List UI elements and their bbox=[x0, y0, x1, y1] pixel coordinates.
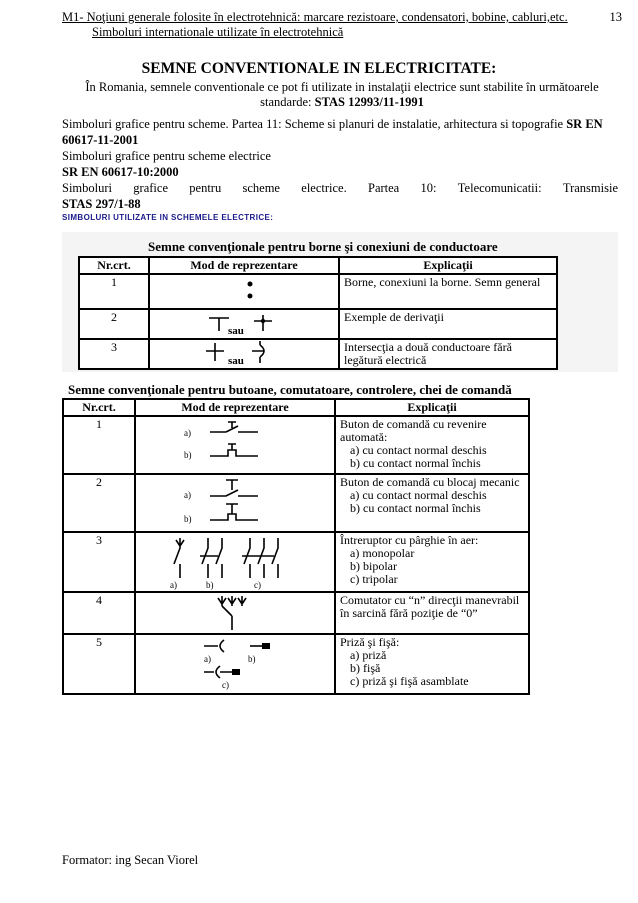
page-header bbox=[62, 10, 622, 40]
row-title: Priză şi fişă: bbox=[340, 635, 400, 649]
variant-label: c) bbox=[254, 580, 261, 590]
row-item: a) cu contact normal deschis bbox=[350, 443, 487, 457]
row-number: 2 bbox=[79, 309, 149, 339]
header-line1: M1- Noţiuni generale folosite în electrotehnică: marcare rezistoare, condensatori, bobine, cabluri,etc. bbox=[62, 10, 568, 24]
row-explanation: Exemple de derivaţii bbox=[339, 309, 557, 339]
row-number: 3 bbox=[63, 532, 135, 592]
terminal-dots-icon bbox=[154, 276, 326, 306]
standards-list bbox=[62, 116, 618, 212]
row-number: 5 bbox=[63, 634, 135, 694]
table-row bbox=[79, 339, 557, 369]
standard-3-code: STAS 297/1-88 bbox=[62, 197, 141, 211]
crossing-symbol bbox=[149, 339, 339, 369]
table1 bbox=[78, 256, 558, 370]
row-item: c) priză şi fişă asamblate bbox=[350, 674, 469, 688]
row-number: 3 bbox=[79, 339, 149, 369]
p3-word: 10: bbox=[420, 181, 437, 195]
header-line2: Simboluri internationale utilizate în electrotehnică bbox=[92, 25, 344, 39]
variant-label: a) bbox=[204, 654, 211, 664]
row-number: 4 bbox=[63, 592, 135, 634]
variant-label: a) bbox=[184, 428, 191, 438]
row-item: b) cu contact normal închis bbox=[350, 456, 481, 470]
variant-label: b) bbox=[184, 514, 192, 524]
p3-word: electrice. bbox=[301, 181, 347, 195]
pushbutton-symbol bbox=[135, 416, 335, 474]
table-row bbox=[63, 532, 529, 592]
or-label: sau bbox=[228, 355, 244, 367]
row-number: 2 bbox=[63, 474, 135, 532]
row-explanation: Intersecţia a două conductoare fără legătură electrică bbox=[339, 339, 557, 369]
variant-label: a) bbox=[170, 580, 177, 590]
row-item: a) priză bbox=[350, 648, 387, 662]
row-title: Buton de comandă cu blocaj mecanic bbox=[340, 475, 520, 489]
socket-plug-icon bbox=[140, 636, 322, 692]
section-heading: SIMBOLURI UTILIZATE IN SCHEMELE ELECTRICE: bbox=[62, 213, 274, 222]
page-footer: Formator: ing Secan Viorel bbox=[62, 853, 199, 867]
intro-paragraph bbox=[62, 80, 622, 110]
table-row bbox=[79, 309, 557, 339]
or-label: sau bbox=[228, 325, 244, 337]
table-row bbox=[63, 474, 529, 532]
row-item: b) bipolar bbox=[350, 559, 397, 573]
p3-word: Simboluri bbox=[62, 181, 113, 195]
variant-label: b) bbox=[184, 450, 192, 460]
row-number: 1 bbox=[63, 416, 135, 474]
row-item: a) cu contact normal deschis bbox=[350, 488, 487, 502]
row-explanation bbox=[335, 416, 529, 474]
row-explanation bbox=[335, 634, 529, 694]
selector-switch-symbol bbox=[135, 592, 335, 634]
row-item: b) fişă bbox=[350, 661, 381, 675]
row-item: a) monopolar bbox=[350, 546, 415, 560]
table2-header-explanation: Explicaţii bbox=[335, 399, 529, 416]
p3-word: Transmisie bbox=[562, 181, 618, 195]
table2-scan bbox=[62, 382, 532, 698]
table1-header-representation: Mod de reprezentare bbox=[149, 257, 339, 274]
row-item: b) cu contact normal închis bbox=[350, 501, 481, 515]
lever-switch-icon bbox=[140, 534, 322, 590]
table-row bbox=[63, 416, 529, 474]
standard-2-text: Simboluri grafice pentru scheme electrice bbox=[62, 149, 271, 163]
table2-header-nr: Nr.crt. bbox=[63, 399, 135, 416]
row-title: Buton de comandă cu revenire automată: bbox=[340, 417, 487, 444]
p3-word: Partea bbox=[368, 181, 400, 195]
row-number: 1 bbox=[79, 274, 149, 309]
row-explanation: Borne, conexiuni la borne. Semn general bbox=[339, 274, 557, 309]
variant-label: b) bbox=[206, 580, 214, 590]
standard-2-code: SR EN 60617-10:2000 bbox=[62, 165, 179, 179]
variant-label: c) bbox=[222, 680, 229, 690]
variant-label: a) bbox=[184, 490, 191, 500]
standard-1-text: Simboluri grafice pentru scheme. Partea 11: Scheme si planuri de instalatie, arhitectura si topografie bbox=[62, 117, 564, 131]
table-row bbox=[63, 592, 529, 634]
row-title: Comutator cu “n” direcţii manevrabil în sarcină fără poziţie de “0” bbox=[335, 592, 529, 634]
standard-paragraph-2 bbox=[62, 148, 618, 180]
table-row bbox=[79, 274, 557, 309]
row-item: c) tripolar bbox=[350, 572, 398, 586]
p3-word: pentru bbox=[189, 181, 222, 195]
lever-switch-symbol bbox=[135, 532, 335, 592]
page-number: 13 bbox=[609, 10, 622, 24]
table-row bbox=[63, 634, 529, 694]
row-explanation bbox=[335, 532, 529, 592]
terminal-symbol bbox=[149, 274, 339, 309]
standard-1-code: SR EN 60617-11-2001 bbox=[62, 117, 603, 147]
row-title: Întreruptor cu pârghie în aer: bbox=[340, 533, 479, 547]
table2 bbox=[62, 398, 530, 695]
table1-header-nr: Nr.crt. bbox=[79, 257, 149, 274]
intro-text: În Romania, semnele conventionale ce pot fi utilizate in instalaţii electrice sunt stabilite în următoarele standarde: bbox=[85, 80, 599, 109]
locking-button-symbol bbox=[135, 474, 335, 532]
p3-word: grafice bbox=[133, 181, 168, 195]
page-title: SEMNE CONVENTIONALE IN ELECTRICITATE: bbox=[141, 60, 497, 77]
p3-word: Telecomunicatii: bbox=[457, 181, 542, 195]
table2-header-representation: Mod de reprezentare bbox=[135, 399, 335, 416]
standard-paragraph-1 bbox=[62, 116, 618, 148]
standard-paragraph-3 bbox=[62, 180, 618, 196]
p3-word: scheme bbox=[242, 181, 280, 195]
locking-button-icon bbox=[140, 476, 322, 530]
table2-caption: Semne convenţionale pentru butoane, comutatoare, controlere, chei de comandă bbox=[68, 382, 512, 397]
variant-label: b) bbox=[248, 654, 256, 664]
table1-caption: Semne convenţionale pentru borne şi conexiuni de conductoare bbox=[148, 239, 498, 254]
pushbutton-icon bbox=[140, 418, 322, 472]
socket-plug-symbol bbox=[135, 634, 335, 694]
intro-standard: STAS 12993/11-1991 bbox=[314, 95, 424, 109]
row-explanation bbox=[335, 474, 529, 532]
selector-switch-icon bbox=[140, 594, 322, 632]
junction-symbol bbox=[149, 309, 339, 339]
table1-scan bbox=[62, 232, 618, 372]
table1-header-explanation: Explicaţii bbox=[339, 257, 557, 274]
